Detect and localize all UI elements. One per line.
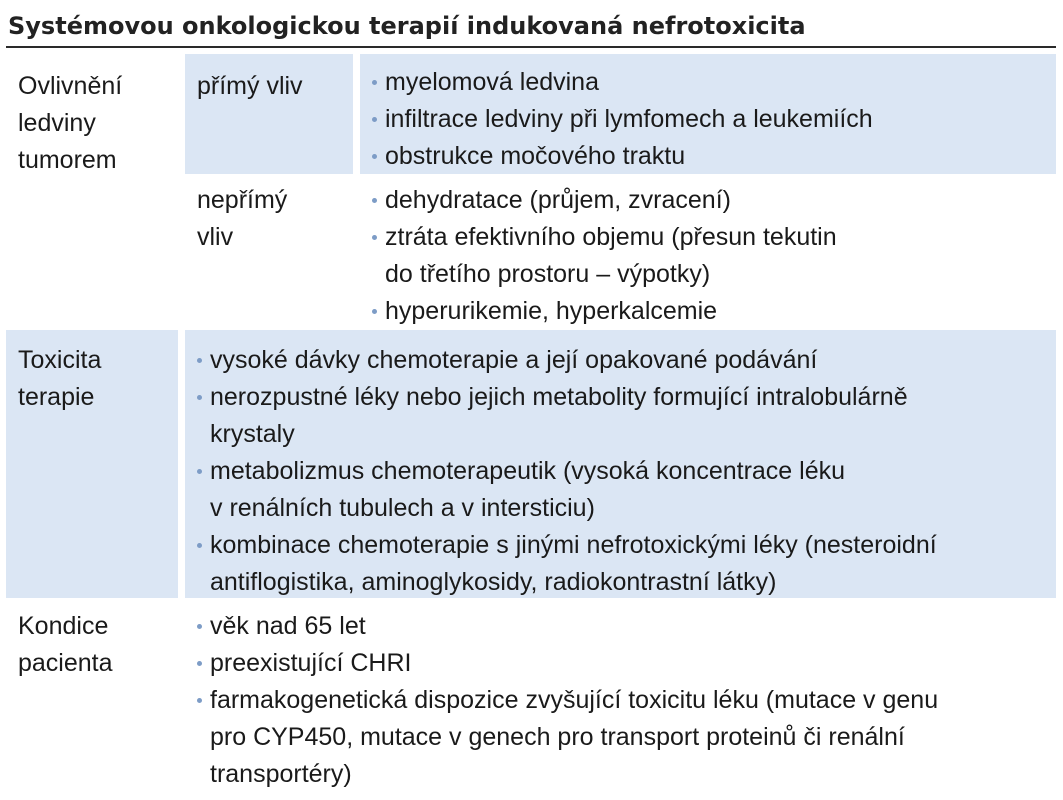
bullet-icon	[372, 154, 377, 159]
category-patient-cell	[6, 604, 178, 794]
list-item-continuation: krystaly	[210, 420, 295, 448]
list-item: vysoké dávky chemoterapie a její opakované podávání	[195, 342, 1046, 379]
bullet-icon	[197, 624, 202, 629]
list-item: metabolizmus chemoterapeutik (vysoká koncentrace léku	[195, 453, 1046, 490]
bullet-icon	[197, 698, 202, 703]
subcategory-indirect-cell	[185, 174, 353, 324]
bullet-icon	[197, 358, 202, 363]
list-item-continuation: antiflogistika, aminoglykosidy, radiokontrastní látky)	[210, 568, 777, 596]
bullet-icon	[372, 309, 377, 314]
category-label: terapie	[18, 383, 95, 411]
bullet-icon	[372, 117, 377, 122]
subcategory-label: vliv	[197, 223, 234, 251]
category-label: tumorem	[18, 146, 117, 174]
title-rule	[6, 46, 1056, 48]
list-item: dehydratace (průjem, zvracení)	[370, 182, 1046, 219]
list-item: ztráta efektivního objemu (přesun tekutin	[370, 219, 1046, 256]
bullet-icon	[197, 395, 202, 400]
list-item: kombinace chemoterapie s jinými nefrotoxickými léky (nesteroidní	[195, 527, 1046, 564]
indirect-items-cell	[360, 174, 1056, 324]
list-item-continuation: pro CYP450, mutace v genech pro transport proteinů či renální	[210, 723, 905, 751]
bullet-icon	[372, 235, 377, 240]
category-label: Toxicita	[18, 346, 102, 374]
category-tumor-cell	[6, 54, 178, 324]
list-item: hyperurikemie, hyperkalcemie	[370, 293, 1046, 330]
list-item: preexistující CHRI	[195, 645, 1046, 682]
list-item: věk nad 65 let	[195, 608, 1046, 645]
subcategory-label: přímý vliv	[197, 72, 303, 100]
bullet-icon	[197, 469, 202, 474]
category-toxicity-cell	[6, 330, 178, 598]
bullet-icon	[197, 543, 202, 548]
category-label: pacienta	[18, 649, 113, 677]
list-item-continuation: do třetího prostoru – výpotky)	[385, 260, 711, 288]
direct-items-cell	[360, 54, 1056, 174]
list-item: myelomová ledvina	[370, 64, 1046, 101]
patient-items-cell	[185, 604, 1056, 794]
list-item-continuation: v renálních tubulech a v intersticiu)	[210, 494, 595, 522]
subcategory-label: nepřímý	[197, 186, 288, 214]
list-item: nerozpustné léky nebo jejich metabolity formující intralobulárně	[195, 379, 1046, 416]
category-label: Kondice	[18, 612, 109, 640]
bullet-icon	[197, 661, 202, 666]
list-item: infiltrace ledviny při lymfomech a leukemiích	[370, 101, 1046, 138]
list-item-continuation: transportéry)	[210, 760, 352, 788]
table-title: Systémovou onkologickou terapií indukovaná nefrotoxicita	[8, 12, 806, 40]
category-label: Ovlivnění	[18, 72, 123, 100]
bullet-icon	[372, 80, 377, 85]
bullet-icon	[372, 198, 377, 203]
subcategory-direct-cell	[185, 54, 353, 174]
list-item: farmakogenetická dispozice zvyšující toxicitu léku (mutace v genu	[195, 682, 1046, 719]
toxicity-items-cell	[185, 330, 1056, 598]
category-label: ledviny	[18, 109, 96, 137]
list-item: obstrukce močového traktu	[370, 138, 1046, 175]
